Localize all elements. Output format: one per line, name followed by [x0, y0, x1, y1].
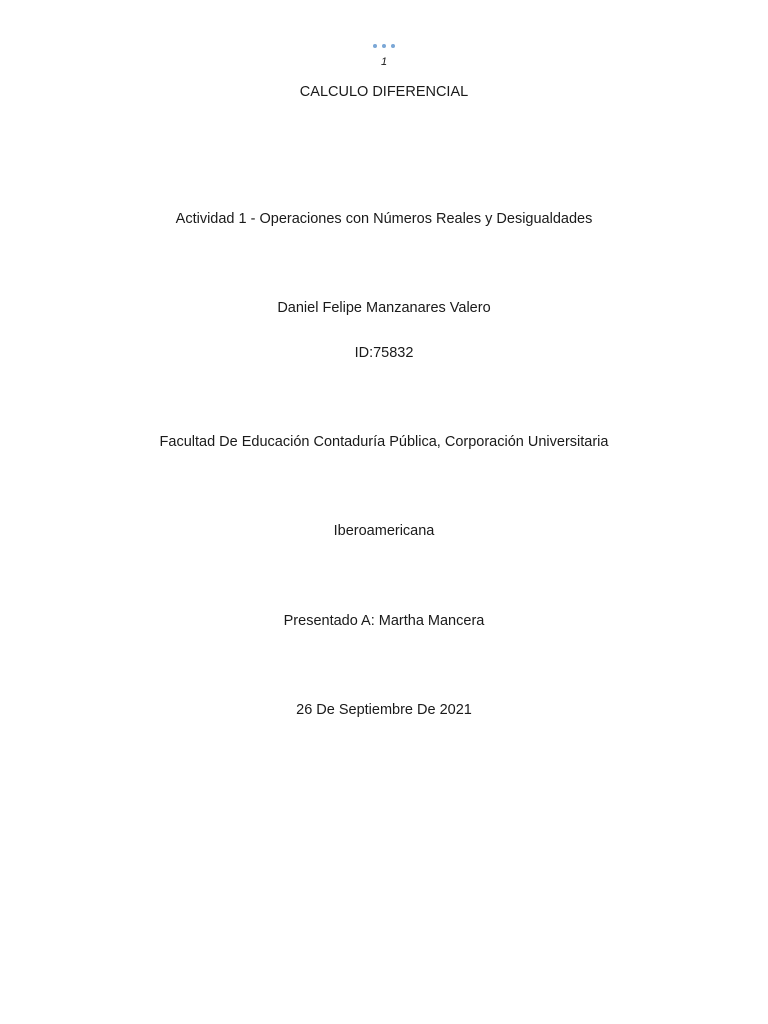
presented-to: Presentado A: Martha Mancera — [283, 613, 485, 629]
activity-title: Actividad 1 - Operaciones con Números Reales y Desigualdades — [175, 211, 593, 227]
faculty-name: Facultad De Educación Contaduría Pública, Corporación Universitaria — [159, 434, 609, 450]
page-number: 1 — [380, 56, 388, 68]
ellipsis-icon — [0, 44, 768, 52]
author-name: Daniel Felipe Manzanares Valero — [277, 300, 491, 316]
student-id: ID:75832 — [354, 345, 414, 361]
submission-date: 26 De Septiembre De 2021 — [296, 702, 472, 718]
dot — [382, 44, 386, 48]
university-name: Iberoamericana — [333, 523, 435, 539]
dot — [373, 44, 377, 48]
course-title: CALCULO DIFERENCIAL — [299, 84, 469, 100]
dot — [391, 44, 395, 48]
